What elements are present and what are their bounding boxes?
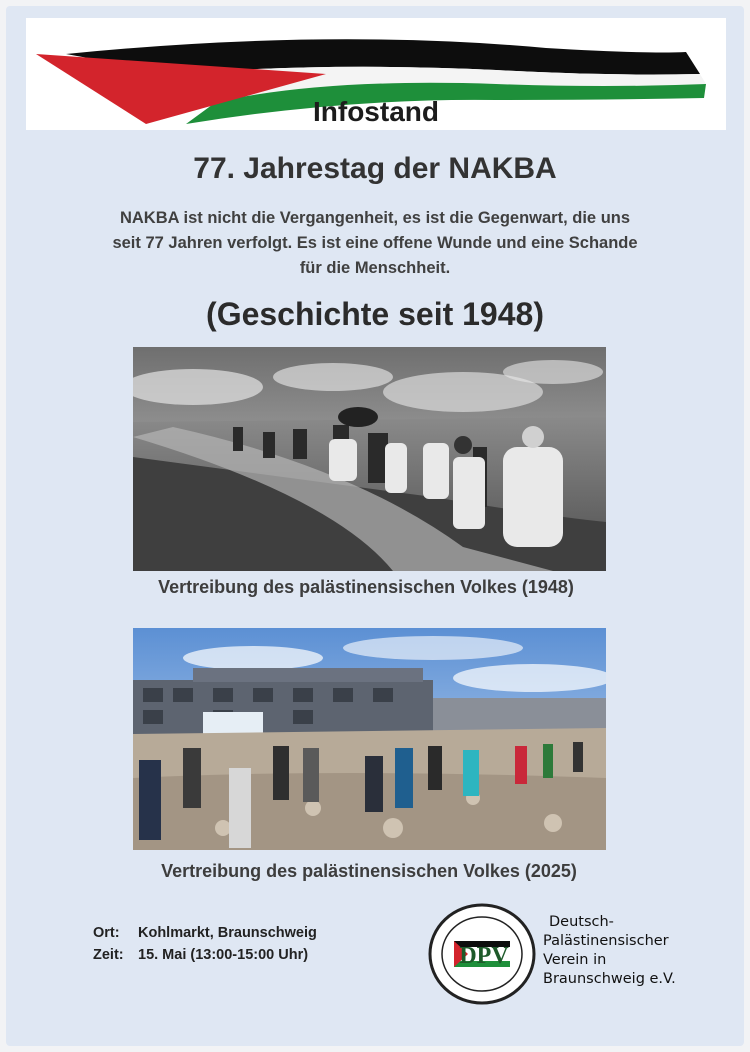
event-time-row: [93, 944, 317, 966]
event-details: [93, 922, 317, 966]
flag-banner: [26, 18, 726, 130]
photo-2025: [133, 628, 606, 850]
event-place-row: [93, 922, 317, 944]
intro-line-2: seit 77 Jahren verfolgt. Es ist eine offene Wunde und eine Schande: [112, 234, 638, 252]
dpv-logo-icon: [428, 903, 536, 1005]
logo-text: DPV: [459, 943, 509, 969]
page-title: 77. Jahrestag der NAKBA: [193, 152, 557, 185]
place-label: Ort:: [93, 925, 120, 941]
photo-caption-1948: Vertreibung des palästinensischen Volkes (1948): [158, 577, 574, 597]
photo-1948: [133, 347, 606, 571]
org-line-2: Palästinensischer: [543, 933, 669, 949]
historic-refugees-photo: [133, 347, 606, 571]
time-label: Zeit:: [93, 947, 124, 963]
intro-line-1: NAKBA ist nicht die Vergangenheit, es ist die Gegenwart, die uns: [119, 209, 631, 227]
gaza-ruins-photo: [133, 628, 606, 850]
place-value: Kohlmarkt, Braunschweig: [138, 925, 317, 941]
org-line-1: Deutsch-: [549, 914, 614, 930]
photo-caption-2025: Vertreibung des palästinensischen Volkes (2025): [161, 861, 577, 881]
history-subheading: (Geschichte seit 1948): [206, 296, 544, 332]
time-value: 15. Mai (13:00-15:00 Uhr): [138, 947, 309, 963]
organization-name: [543, 913, 676, 989]
intro-text: [90, 206, 660, 281]
banner-title: Infostand: [313, 96, 439, 127]
org-line-4: Braunschweig e.V.: [543, 971, 676, 987]
org-line-3: Verein in: [543, 952, 607, 968]
intro-line-3: für die Menschheit.: [299, 259, 451, 277]
